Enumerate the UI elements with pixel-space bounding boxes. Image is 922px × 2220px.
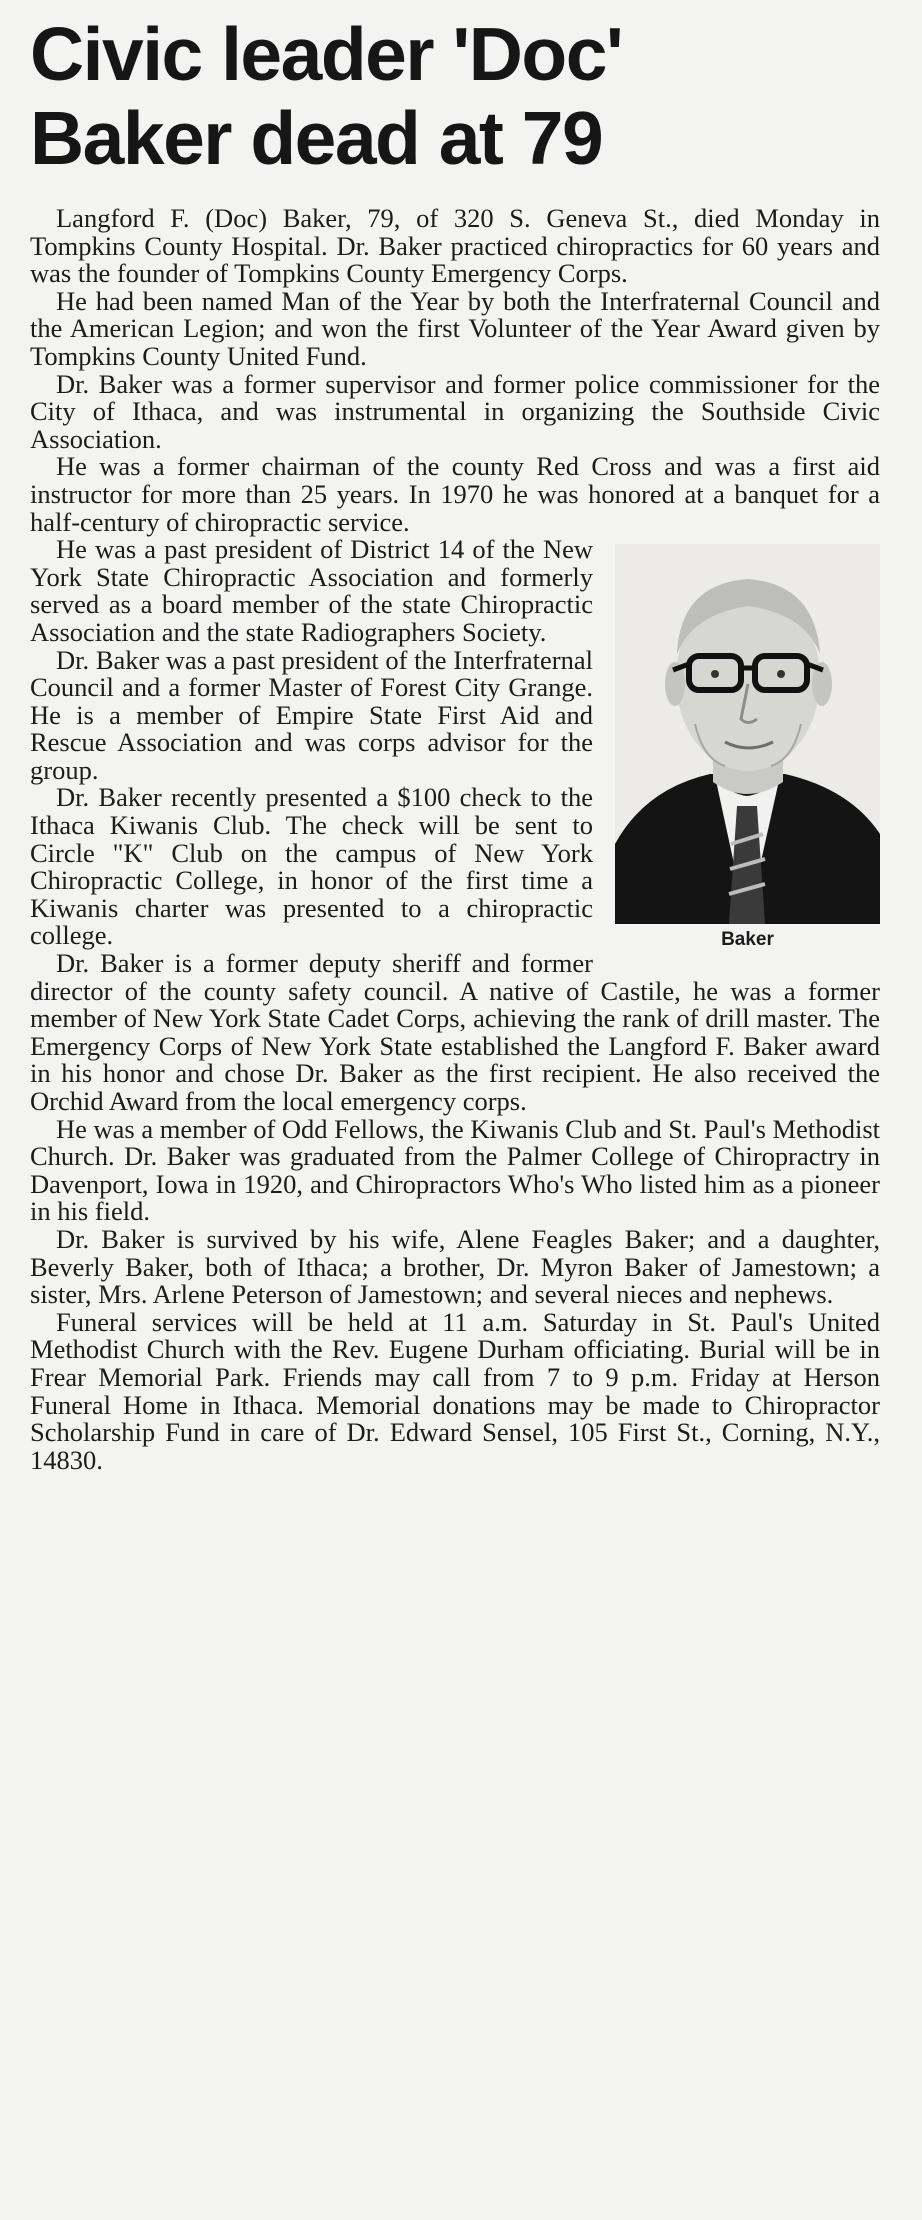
paragraph-5: He was a past president of District 14 of the New York State Chiropractic Association and formerly served as a board member of the state Chiropractic Association and the state Radiographers Society. bbox=[30, 534, 593, 647]
paragraph-10: Dr. Baker is survived by his wife, Alene Feagles Baker; and a daughter, Beverly Baker, both of Ithaca; a brother, Dr. Myron Baker of Jamestown; a sister, Mrs. Arlene Peterson of Jamestown; and several nieces and nephews. bbox=[30, 1223, 880, 1310]
photo-caption: Baker bbox=[721, 929, 774, 951]
paragraph-4: He was a former chairman of the county Red Cross and was a first aid instructor for more than 25 years. In 1970 he was honored at a banquet for a half-century of chiropractic service. bbox=[30, 451, 880, 537]
paragraph-2: He had been named Man of the Year by both the Interfraternal Council and the American Legion; and won the first Volunteer of the Year Award given by Tompkins County United Fund. bbox=[30, 285, 880, 371]
photo-figure bbox=[615, 544, 880, 952]
paragraph-11: Funeral services will be held at 11 a.m. Saturday in St. Paul's United Methodist Church with the Rev. Eugene Durham officiating. Burial will be in Frear Memorial Park. Friends may call from 7 to 9 p.m. Friday at Herson Funeral Home in Ithaca. Memorial donations may be made to Chiropractor Scholarship Fund in care of Dr. Edward Sensel, 105 First St., Corning, N.Y., 14830. bbox=[30, 1306, 880, 1475]
headline-line-2: Baker dead at 79 bbox=[30, 96, 603, 180]
paragraph-6: Dr. Baker was a past president of the Interfraternal Council and a former Master of Forest City Grange. He is a member of Empire State First Aid and Rescue Association and was corps advisor for the group. bbox=[30, 644, 593, 785]
paragraph-9: He was a member of Odd Fellows, the Kiwanis Club and St. Paul's Methodist Church. Dr. Baker was graduated from the Palmer College of Chiropractry in Davenport, Iowa in 1920, and Chiropractors Who's Who listed him as a pioneer in his field. bbox=[30, 1113, 880, 1227]
paragraph-7: Dr. Baker recently presented a $100 check to the Ithaca Kiwanis Club. The check will be sent to Circle "K" Club on the campus of New York Chiropractic College, in honor of the first time a Kiwanis charter was presented to a chiropractic college. bbox=[30, 782, 593, 951]
portrait-photo bbox=[615, 544, 880, 924]
paragraph-1: Langford F. (Doc) Baker, 79, of 320 S. Geneva St., died Monday in Tompkins County Hospital. Dr. Baker practiced chiropractics for 60 years and was the founder of Tompkins County Emergency Corps. bbox=[30, 203, 880, 289]
headline bbox=[30, 12, 900, 180]
article-body bbox=[30, 205, 880, 1474]
headline-line-1: Civic leader 'Doc' bbox=[30, 12, 623, 96]
paragraph-3: Dr. Baker was a former supervisor and former police commissioner for the City of Ithaca, and was instrumental in organizing the Southside Civic Association. bbox=[30, 368, 880, 454]
paragraph-8: Dr. Baker is a former deputy sheriff and former director of the county safety council. A native of Castile, he was a former member of New York State Cadet Corps, achieving the rank of drill master. The Emergency Corps of New York State established the Langford F. Baker award in his honor and chose Dr. Baker as the first recipient. He also received the Orchid Award from the local emergency corps. bbox=[30, 948, 880, 1116]
